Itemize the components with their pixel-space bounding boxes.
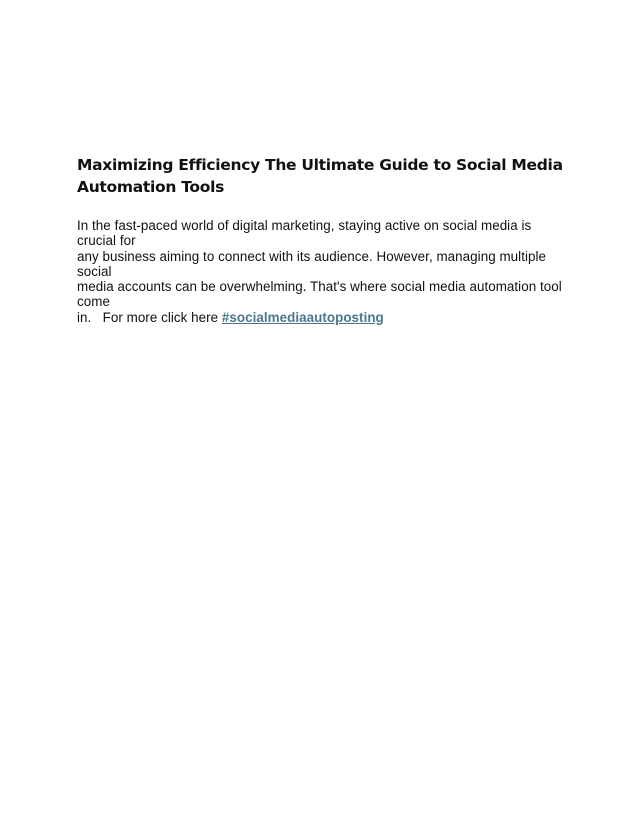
hashtag-link[interactable]: #socialmediaautoposting bbox=[221, 309, 384, 325]
document-title: Maximizing Efficiency The Ultimate Guide to Social Media Automation Tools bbox=[77, 156, 563, 196]
paragraph-line-3: media accounts can be overwhelming. That's where social media automation tool come bbox=[77, 279, 562, 310]
paragraph-line-1: In the fast-paced world of digital marketing, staying active on social media is crucial for bbox=[77, 218, 532, 249]
document-content bbox=[77, 154, 567, 325]
paragraph-line-2: any business aiming to connect with its audience. However, managing multiple social bbox=[77, 248, 547, 279]
intro-paragraph bbox=[77, 218, 567, 325]
paragraph-line-4: in. For more click here bbox=[77, 309, 222, 325]
